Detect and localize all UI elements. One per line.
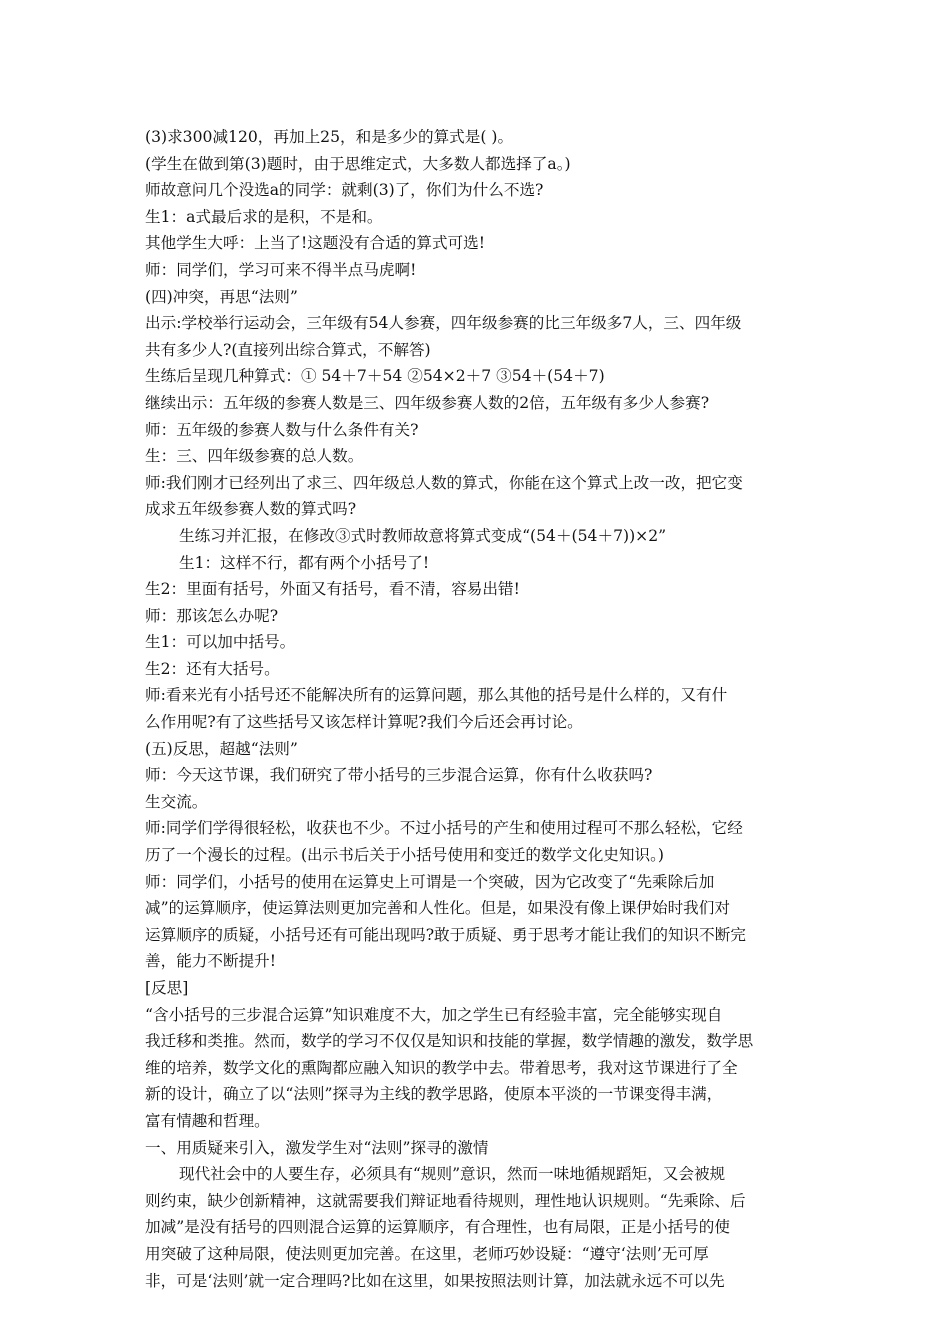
text-line: 师：今天这节课，我们研究了带小括号的三步混合运算，你有什么收获吗? <box>145 766 653 785</box>
text-line: 生练习并汇报，在修改③式时教师故意将算式变成“(54＋(54＋7))×2” <box>179 526 667 545</box>
text-line: 师：五年级的参赛人数与什么条件有关? <box>145 420 419 439</box>
text-line: 生交流。 <box>145 792 208 811</box>
text-line: 用突破了这种局限，使法则更加完善。在这里，老师巧妙设疑：“遵守‘法则’无可厚 <box>145 1244 709 1263</box>
text-line: 继续出示：五年级的参赛人数是三、四年级参赛人数的2倍，五年级有多少人参赛? <box>145 393 710 412</box>
text-line: 生练后呈现几种算式：① 54＋7＋54 ②54×2＋7 ③54＋(54＋7) <box>145 367 605 386</box>
text-line: 成求五年级参赛人数的算式吗? <box>145 500 357 519</box>
text-line: 生2：里面有括号，外面又有括号，看不清，容易出错! <box>145 580 520 599</box>
text-line: 师:看来光有小括号还不能解决所有的运算问题，那么其他的括号是什么样的，又有什 <box>145 686 728 705</box>
text-line: 生1：a式最后求的是积，不是和。 <box>145 207 383 226</box>
text-line: 运算顺序的质疑，小括号还有可能出现吗?敢于质疑、勇于思考才能让我们的知识不断完 <box>145 925 746 944</box>
text-line: 生1：可以加中括号。 <box>145 633 296 652</box>
text-line: 生1：这样不行，都有两个小括号了! <box>179 553 430 572</box>
text-line: 师：同学们，学习可来不得半点马虎啊! <box>145 260 417 279</box>
text-line: 生2：还有大括号。 <box>145 659 280 678</box>
text-line: 么作用呢?有了这些括号又该怎样计算呢?我们今后还会再讨论。 <box>145 713 583 732</box>
text-line: (3)求300减120，再加上25，和是多少的算式是( )。 <box>145 128 514 146</box>
text-line: 师:我们刚才已经列出了求三、四年级总人数的算式，你能在这个算式上改一改，把它变 <box>145 473 743 492</box>
text-line: 善，能力不断提升! <box>145 952 277 971</box>
text-line: 非，可是‘法则’就一定合理吗?比如在这里，如果按照法则计算，加法就永远不可以先 <box>145 1271 725 1290</box>
document-body <box>145 124 810 1294</box>
text-line: 其他学生大呼：上当了!这题没有合适的算式可选! <box>145 234 486 253</box>
text-line: 师：同学们，小括号的使用在运算史上可谓是一个突破，因为它改变了“先乘除后加 <box>145 872 715 891</box>
text-line: 师故意问几个没选a的同学：就剩(3)了，你们为什么不选? <box>145 181 544 200</box>
text-line: 则约束，缺少创新精神，这就需要我们辩证地看待规则，理性地认识规则。“先乘除、后 <box>145 1191 746 1210</box>
text-line: 历了一个漫长的过程。(出示书后关于小括号使用和变迁的数学文化史知识。) <box>145 846 664 865</box>
text-line: 出示:学校举行运动会，三年级有54人参赛，四年级参赛的比三年级多7人，三、四年级 <box>145 314 742 333</box>
text-line: 师：那该怎么办呢? <box>145 606 279 625</box>
text-line: 富有情趣和哲理。 <box>145 1111 270 1130</box>
text-line: 减”的运算顺序，使运算法则更加完善和人性化。但是，如果没有像上课伊始时我们对 <box>145 899 730 918</box>
text-line: (四)冲突，再思“法则” <box>145 287 298 306</box>
text-line: 师:同学们学得很轻松，收获也不少。不过小括号的产生和使用过程可不那么轻松，它经 <box>145 819 743 838</box>
text-line: 新的设计，确立了以“法则”探寻为主线的教学思路，使原本平淡的一节课变得丰满， <box>145 1085 723 1104</box>
text-line: 现代社会中的人要生存，必须具有“规则”意识，然而一味地循规蹈矩，又会被规 <box>179 1165 726 1184</box>
text-line: (五)反思，超越“法则” <box>145 739 298 758</box>
text-line: 维的培养，数学文化的熏陶都应融入知识的教学中去。带着思考，我对这节课进行了全 <box>145 1058 738 1077</box>
text-line: 我迁移和类推。然而，数学的学习不仅仅是知识和技能的掌握，数学情趣的激发，数学思 <box>145 1032 754 1051</box>
text-line: 共有多少人?(直接列出综合算式，不解答) <box>145 340 431 359</box>
text-line: “含小括号的三步混合运算”知识难度不大，加之学生已有经验丰富，完全能够实现自 <box>145 1005 723 1024</box>
text-line: 生：三、四年级参赛的总人数。 <box>145 447 364 466</box>
text-line: 一、用质疑来引入，激发学生对“法则”探寻的激情 <box>145 1138 489 1157</box>
text-line: [反思] <box>145 979 189 997</box>
text-line: 加减”是没有括号的四则混合运算的运算顺序，有合理性，也有局限，正是小括号的使 <box>145 1218 730 1237</box>
text-line: (学生在做到第(3)题时，由于思维定式，大多数人都选择了a。) <box>145 154 571 173</box>
